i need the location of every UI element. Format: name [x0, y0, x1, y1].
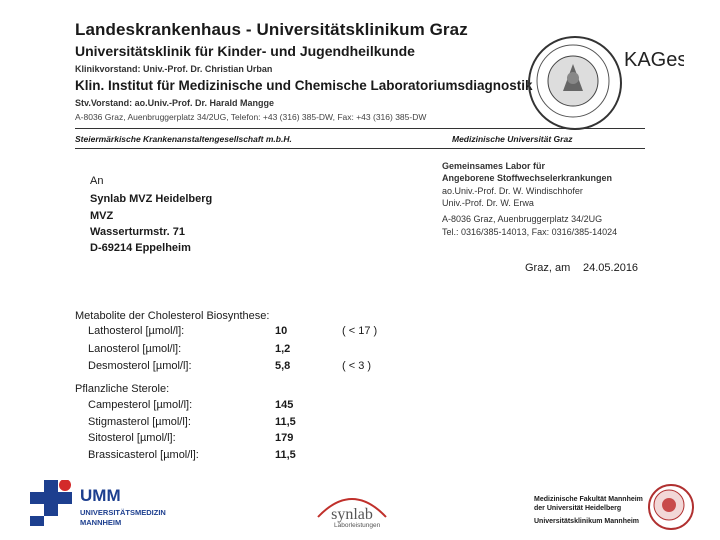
umm-line-1: UNIVERSITÄTSMEDIZIN: [80, 508, 166, 517]
lab-phone: Tel.: 0316/385-14013, Fax: 0316/385-14024: [442, 227, 618, 237]
recipient-street: Wasserturmstr. 71: [90, 226, 185, 238]
header-address: A-8036 Graz, Auenbruggerplatz 34/2UG, Telefon: +43 (316) 385-DW, Fax: +43 (316) 385-DW: [75, 112, 427, 122]
row-desmosterol-label: Desmosterol [µmol/l]:: [88, 360, 192, 372]
company-right: Medizinische Universität Graz: [452, 134, 573, 144]
lab-person-1: ao.Univ.-Prof. Dr. W. Windischhofer: [442, 186, 583, 196]
row-desmosterol-value: 5,8: [275, 360, 291, 372]
row-sitosterol-value: 179: [275, 432, 294, 444]
clinic-name: Universitätsklinik für Kinder- und Jugendheilkunde: [75, 43, 415, 59]
mannheim-line-2: der Universität Heidelberg: [534, 505, 622, 512]
mannheim-line-1: Medizinische Fakultät Mannheim: [534, 496, 643, 503]
recipient-name: Synlab MVZ Heidelberg: [90, 193, 213, 205]
deputy-head: Stv.Vorstand: ao.Univ.-Prof. Dr. Harald Mangge: [75, 98, 275, 108]
header-divider-2: [75, 148, 645, 149]
company-left: Steiermärkische Krankenanstaltengesellschaft m.b.H.: [75, 134, 292, 144]
row-campesterol-value: 145: [275, 399, 294, 411]
kages-logo-text: KAGes: [624, 49, 684, 71]
synlab-logo-text: synlab: [331, 506, 373, 523]
kages-logo: [624, 40, 684, 78]
clinic-head: Klinikvorstand: Univ.-Prof. Dr. Christian Urban: [75, 64, 273, 74]
row-stigmasterol-value: 11,5: [275, 416, 296, 428]
recipient-city: D-69214 Eppelheim: [90, 242, 191, 254]
institute-name: Klin. Institut für Medizinische und Chemische Laboratoriumsdiagnostik: [75, 78, 533, 93]
hospital-title: Landeskrankenhaus - Universitätsklinikum Graz: [75, 20, 468, 39]
row-brassicasterol-value: 11,5: [275, 449, 296, 461]
row-sitosterol-label: Sitosterol [µmol/l]:: [88, 432, 176, 444]
section2-title: Pflanzliche Sterole:: [75, 383, 170, 395]
row-brassicasterol-label: Brassicasterol [µmol/l]:: [88, 449, 199, 461]
section1-title: Metabolite der Cholesterol Biosynthese:: [75, 310, 270, 322]
umm-mark: UMM: [80, 486, 121, 505]
row-desmosterol-ref: ( < 3 ): [342, 360, 372, 372]
umm-logo: [30, 480, 78, 528]
mannheim-line-3: Universitätsklinikum Mannheim: [534, 518, 640, 525]
row-stigmasterol-label: Stigmasterol [µmol/l]:: [88, 416, 191, 428]
university-seal: [528, 36, 622, 130]
row-campesterol-label: Campesterol [µmol/l]:: [88, 399, 193, 411]
heidelberg-seal: [648, 484, 694, 530]
row-lanosterol-label: Lanosterol [µmol/l]:: [88, 343, 182, 355]
header-divider: [75, 128, 645, 129]
lab-person-2: Univ.-Prof. Dr. W. Erwa: [442, 198, 534, 208]
row-lathosterol-value: 10: [275, 325, 288, 337]
row-lathosterol-ref: ( < 17 ): [342, 325, 378, 337]
date-value: 24.05.2016: [583, 262, 639, 274]
recipient-prefix: An: [90, 175, 104, 187]
umm-line-2: MANNHEIM: [80, 518, 122, 527]
lab-name-2: Angeborene Stoffwechselerkrankungen: [442, 173, 613, 183]
date-label: Graz, am: [525, 262, 571, 274]
recipient-dept: MVZ: [90, 210, 114, 222]
row-lathosterol-label: Lathosterol [µmol/l]:: [88, 325, 185, 337]
synlab-sub: Laborleistungen: [334, 522, 381, 529]
lab-address: A-8036 Graz, Auenbruggerplatz 34/2UG: [442, 214, 603, 224]
row-lanosterol-value: 1,2: [275, 343, 291, 355]
lab-name-1: Gemeinsames Labor für: [442, 161, 546, 171]
